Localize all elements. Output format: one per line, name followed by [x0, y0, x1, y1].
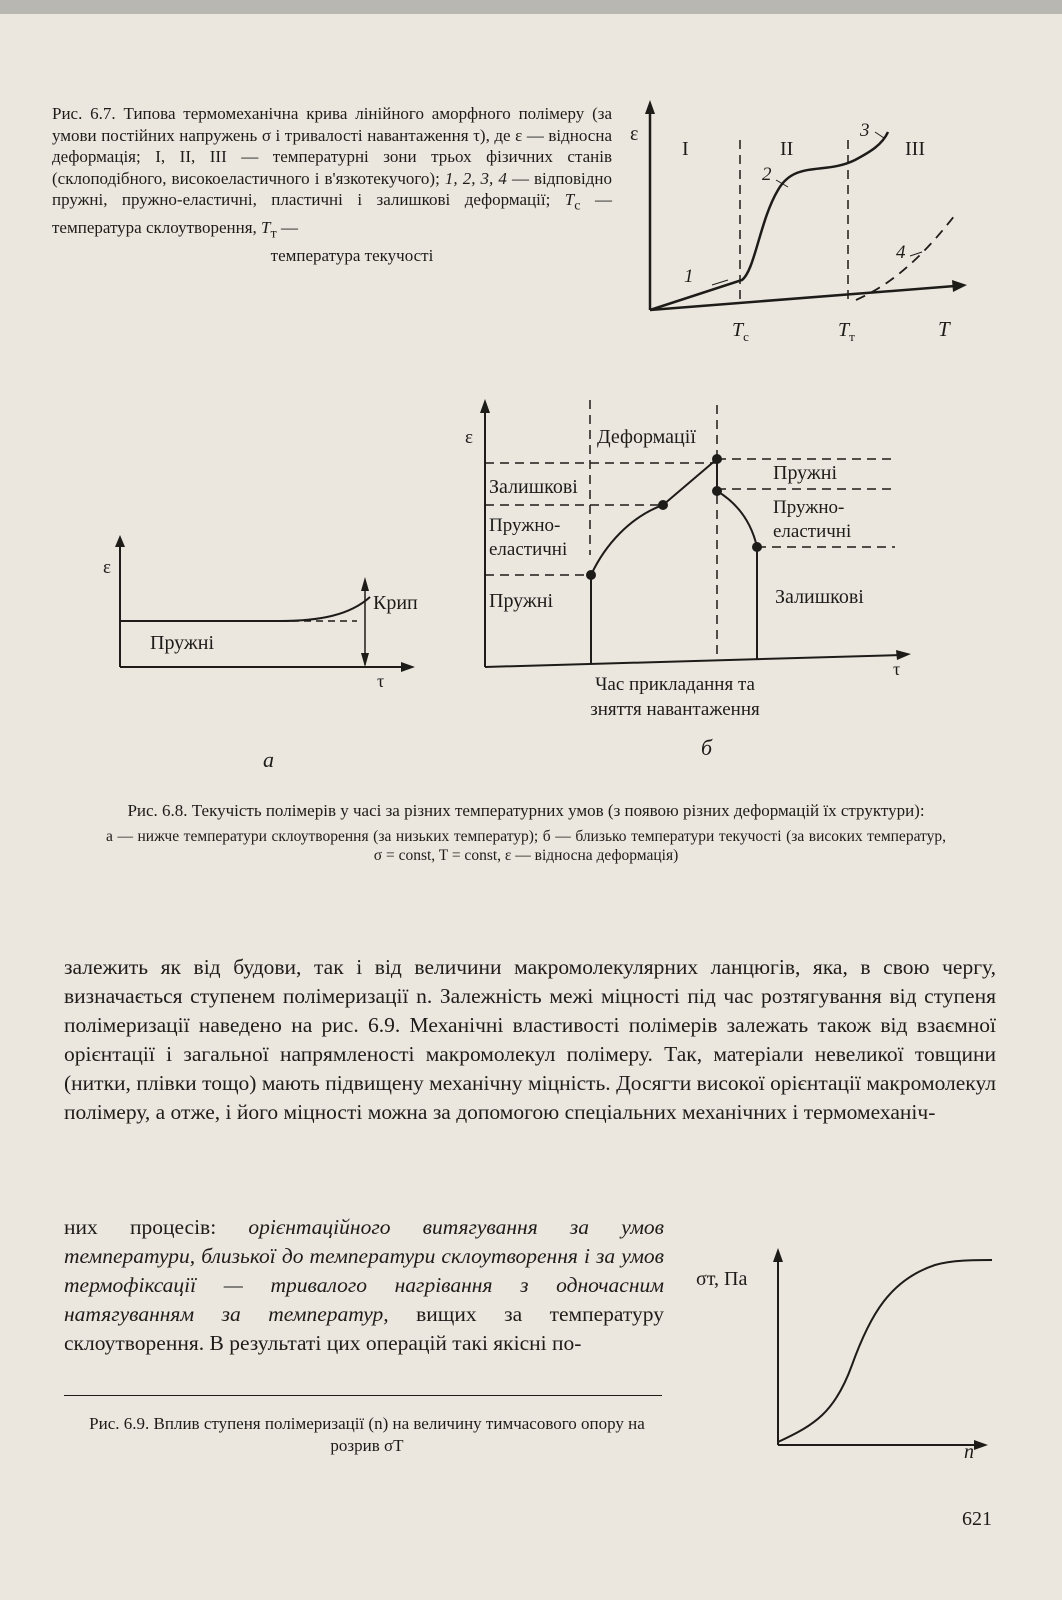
- time-label-1: Час прикладання та: [595, 674, 755, 695]
- recovery-curve: [717, 491, 757, 547]
- y-axis-arrow: [645, 100, 655, 114]
- x-axis-label: n: [964, 1441, 974, 1463]
- leader-3: [875, 132, 884, 138]
- curve-label-3: 3: [860, 120, 870, 141]
- time-label-2: зняття навантаження: [590, 699, 760, 720]
- panel-label-b: б: [701, 735, 713, 760]
- fig-6-7-caption-line: — температура склоутворення,: [52, 190, 613, 237]
- left-label-elastic: Пружні: [489, 590, 553, 612]
- left-label-viscoelastic-1: Пружно-: [489, 515, 561, 536]
- y-axis-arrow: [773, 1248, 783, 1262]
- fig-6-9-diagram: [690, 1240, 1000, 1463]
- body-narrow-end: вищих за температуру склоутворення. В результаті цих операцій такі якісні по-: [64, 1302, 664, 1355]
- y-axis-arrow: [115, 535, 125, 547]
- y-axis-arrow: [480, 399, 490, 413]
- curve-label-2: 2: [762, 164, 772, 185]
- fig-6-8a-diagram: [95, 535, 435, 775]
- left-label-residual: Залишкові: [489, 476, 578, 498]
- fig-6-7-caption-numbers: 1, 2, 3, 4: [444, 168, 507, 188]
- right-label-residual: Залишкові: [775, 586, 864, 608]
- point-peak: [712, 454, 722, 464]
- y-axis-label: ε: [630, 123, 639, 145]
- x-axis-label: τ: [893, 659, 901, 679]
- fig-6-7-diagram: [620, 100, 970, 350]
- zone-2-label: II: [780, 138, 794, 160]
- point-mid: [658, 500, 668, 510]
- x-axis-label: τ: [377, 671, 385, 691]
- fig-6-7-caption-line: —: [280, 217, 298, 237]
- body-emphasis: орієнтаційного витягування за умов температури, близької до температури склоутворення і за умов термофіксації — тривалого нагрівання з одночасним натягуванням за температур,: [64, 1215, 665, 1326]
- x-axis: [485, 655, 903, 667]
- point-recovery: [752, 542, 762, 552]
- fig-6-7-caption-tc-sub: с: [574, 197, 581, 214]
- creep-curve: [120, 597, 370, 621]
- fig-6-8-caption-note: а — нижче температури склоутворення (за низьких температур); б — близько температури текучості (за високих температур, σ = const, T = const, ε — відносна деформація): [106, 828, 946, 864]
- zone-1-label: I: [682, 138, 689, 160]
- y-axis-label: ε: [465, 427, 473, 448]
- curve-label-4: 4: [896, 242, 906, 263]
- point-drop: [712, 486, 722, 496]
- x-axis: [650, 286, 955, 310]
- fig-6-7-caption-tc: T: [564, 190, 575, 209]
- body-paragraph-narrow: [64, 1213, 664, 1358]
- tick-tc: $T_с$: [732, 319, 749, 344]
- fig-6-7-caption-tt-sub: т: [270, 225, 277, 242]
- fig-6-8b-diagram: [455, 395, 925, 770]
- zone-3-label: III: [905, 138, 925, 160]
- footnote-rule: [64, 1395, 662, 1396]
- label-elastic: Пружні: [150, 632, 214, 654]
- strength-curve: [778, 1260, 992, 1442]
- point-start: [586, 570, 596, 580]
- right-label-elastic: Пружні: [773, 462, 837, 484]
- x-axis-arrow: [401, 662, 415, 672]
- leader-4: [910, 252, 922, 256]
- fig-6-9-caption: Рис. 6.9. Вплив ступеня полімеризації (n) на величину тимчасового опору на розрив σT: [89, 1414, 645, 1455]
- right-label-viscoelastic-2: еластичні: [773, 521, 852, 542]
- fig-6-7-caption-last: температура текучості: [270, 245, 434, 265]
- fig-6-7-caption: [52, 103, 612, 266]
- x-axis-arrow: [974, 1440, 988, 1450]
- x-axis-arrow: [952, 280, 967, 292]
- y-axis-label: ε: [103, 557, 111, 578]
- creep-arrow-top: [361, 577, 369, 591]
- label-deformations: Деформації: [597, 426, 696, 448]
- fig-6-7-caption-tt: T: [261, 217, 271, 237]
- fig-6-8-caption-main: Рис. 6.8. Текучість полімерів у часі за різних температурних умов (з появою різних деформацій їх структури):: [127, 801, 925, 820]
- fig-6-7-caption-line: Рис. 6.7. Типова термомеханічна крива лінійного аморфного полімеру (за умови постійних напружень σ і тривалості навантаження τ), де ε — відносна деформація; I, II, III — температурні зони трьох фізичних станів (склоподібного, високоеластичного і в'язкотекучого);: [52, 104, 612, 188]
- page-top-shadow: [0, 0, 1062, 14]
- panel-label-a: а: [263, 747, 274, 772]
- label-creep: Крип: [373, 592, 418, 614]
- y-axis-label: σт, Па: [696, 1268, 748, 1290]
- loading-curve: [591, 459, 717, 575]
- creep-arrow-bottom: [361, 653, 369, 667]
- fig-6-7-caption-line: — відповідно пружні, пружно-еластичні, пластичні і залишкові деформації;: [52, 168, 613, 209]
- right-label-viscoelastic-1: Пружно-: [773, 497, 845, 518]
- page-number: 621: [962, 1508, 992, 1530]
- curve-label-1: 1: [684, 266, 694, 287]
- tick-tt: $T_т$: [838, 319, 855, 344]
- body-narrow-start: них процесів:: [64, 1215, 217, 1239]
- left-label-viscoelastic-2: еластичні: [489, 539, 568, 560]
- fig-6-8-caption: [96, 800, 956, 865]
- body-paragraph-text: залежить як від будови, так і від величини макромолекулярних ланцюгів, яка, в свою чергу, визначається ступенем полімеризації n. Залежність межі міцності під час розтягування від ступеня полімеризації наведено на рис. 6.9. Механічні властивості полімерів залежать також від взаємної орієнтації і загальної напрямленості макромолекул полімеру. Так, матеріали невеликої товщини (нитки, плівки тощо) мають підвищену механічну міцність. Досягти високої орієнтації макромолекул полімеру, а отже, і його міцності можна за допомогою спеціальних механічних і термомеханіч-: [64, 955, 996, 1124]
- body-paragraph: [64, 953, 996, 1127]
- x-axis-label: T: [938, 317, 950, 341]
